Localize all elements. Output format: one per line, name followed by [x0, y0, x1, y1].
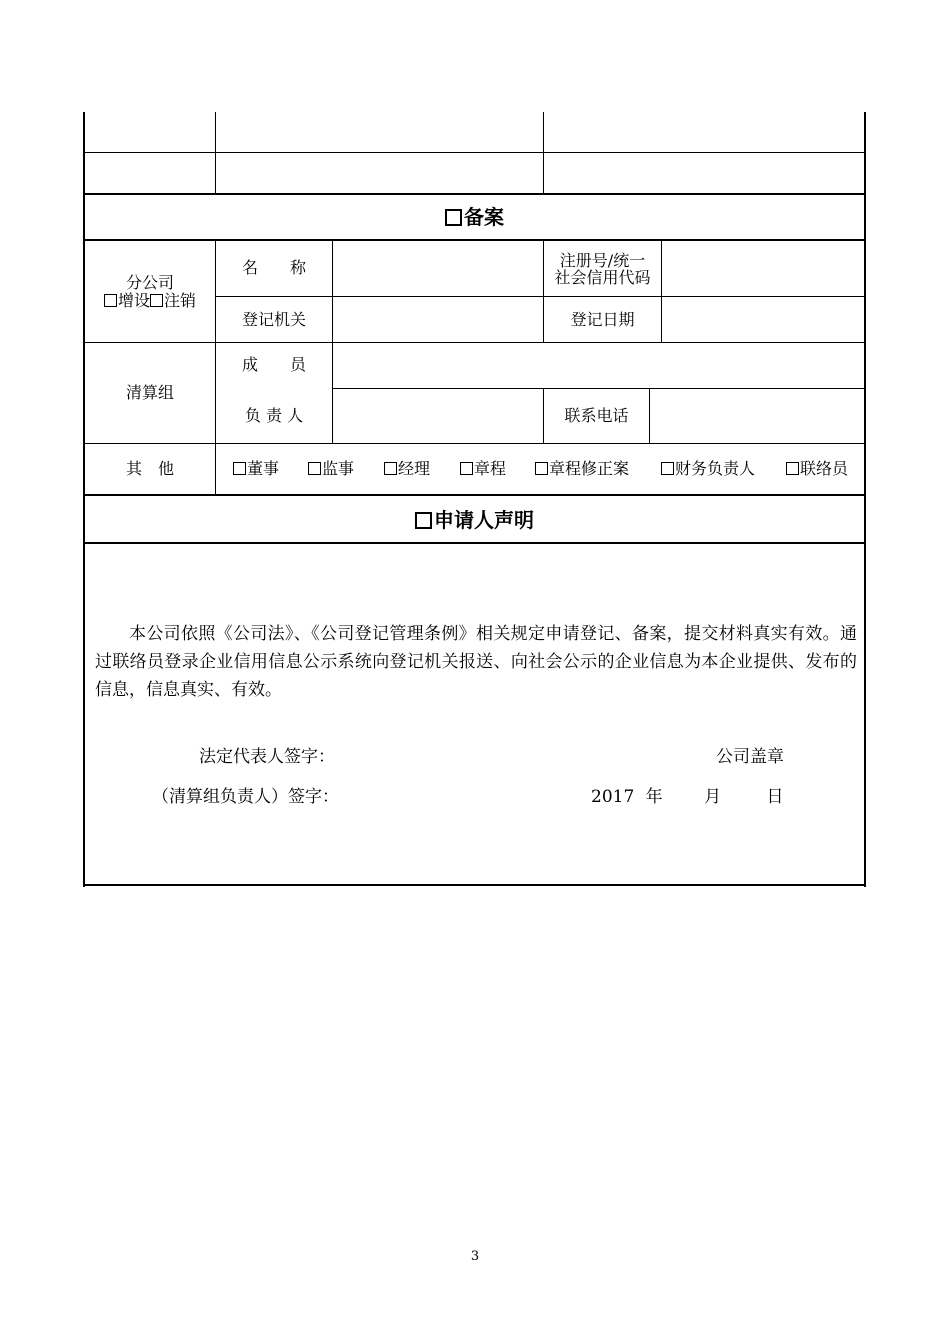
checkbox[interactable]	[384, 462, 397, 475]
row-divider	[85, 152, 864, 153]
col-divider	[543, 112, 544, 194]
table-border-bottom	[83, 884, 866, 886]
phone-label: 联系电话	[564, 406, 629, 425]
other-option-finance-officer[interactable]: 财务负责人	[661, 460, 755, 478]
row-divider	[83, 193, 866, 195]
row-divider	[85, 342, 864, 343]
checkbox[interactable]	[308, 462, 321, 475]
declaration-heading: 申请人声明	[85, 508, 864, 532]
row-divider	[332, 388, 864, 389]
signature-date: 2017 年 月 日	[591, 787, 784, 807]
filing-checkbox[interactable]	[445, 209, 462, 226]
declaration-body: 本公司依照《公司法》、《公司登记管理条例》相关规定申请登记、备案，提交材料真实有效。通过联络员登录企业信用信息公示系统向登记机关报送、向社会公示的企业信息为本企业提供、发布的信息，信息真实、有效。	[95, 624, 857, 700]
row-divider	[85, 443, 864, 444]
leader-label: 负 责 人	[244, 406, 304, 425]
other-option-liaison[interactable]: 联络员	[786, 460, 848, 478]
other-label: 其 他	[125, 459, 174, 478]
checkbox[interactable]	[460, 462, 473, 475]
branch-name-label: 名 称	[241, 258, 306, 277]
checkbox[interactable]	[535, 462, 548, 475]
authority-label: 登记机关	[241, 310, 306, 329]
liquidation-leader-signature-label: （清算组负责人）签字：	[152, 787, 339, 807]
branch-label: 分公司 增设 注销	[85, 274, 215, 310]
liquidation-label: 清算组	[125, 383, 174, 402]
checkbox[interactable]	[233, 462, 246, 475]
checkbox[interactable]	[661, 462, 674, 475]
col-divider	[215, 112, 216, 194]
legal-rep-signature-label: 法定代表人签字：	[199, 747, 335, 767]
col-divider	[332, 240, 333, 443]
declaration-checkbox[interactable]	[415, 512, 432, 529]
other-option-director[interactable]: 董事	[233, 460, 279, 478]
checkbox[interactable]	[786, 462, 799, 475]
members-label: 成 员	[241, 355, 306, 374]
row-divider	[83, 494, 866, 496]
filing-heading: 备案	[85, 205, 864, 229]
reg-no-label: 注册号/统一 社会信用代码	[554, 251, 651, 287]
other-option-charter[interactable]: 章程	[460, 460, 506, 478]
date-year: 2017	[591, 787, 635, 807]
row-divider	[83, 239, 866, 241]
col-divider	[649, 389, 650, 443]
other-option-manager[interactable]: 经理	[384, 460, 430, 478]
table-border-right	[864, 112, 866, 887]
col-divider	[661, 240, 662, 343]
branch-cancel-checkbox[interactable]	[150, 294, 163, 307]
other-option-supervisor[interactable]: 监事	[308, 460, 354, 478]
reg-date-label: 登记日期	[570, 310, 635, 329]
row-divider	[83, 542, 866, 544]
row-divider	[215, 296, 864, 297]
branch-add-checkbox[interactable]	[104, 294, 117, 307]
company-seal-label: 公司盖章	[716, 747, 784, 767]
page-number: 3	[470, 1249, 480, 1264]
other-option-charter-amendment[interactable]: 章程修正案	[535, 460, 629, 478]
